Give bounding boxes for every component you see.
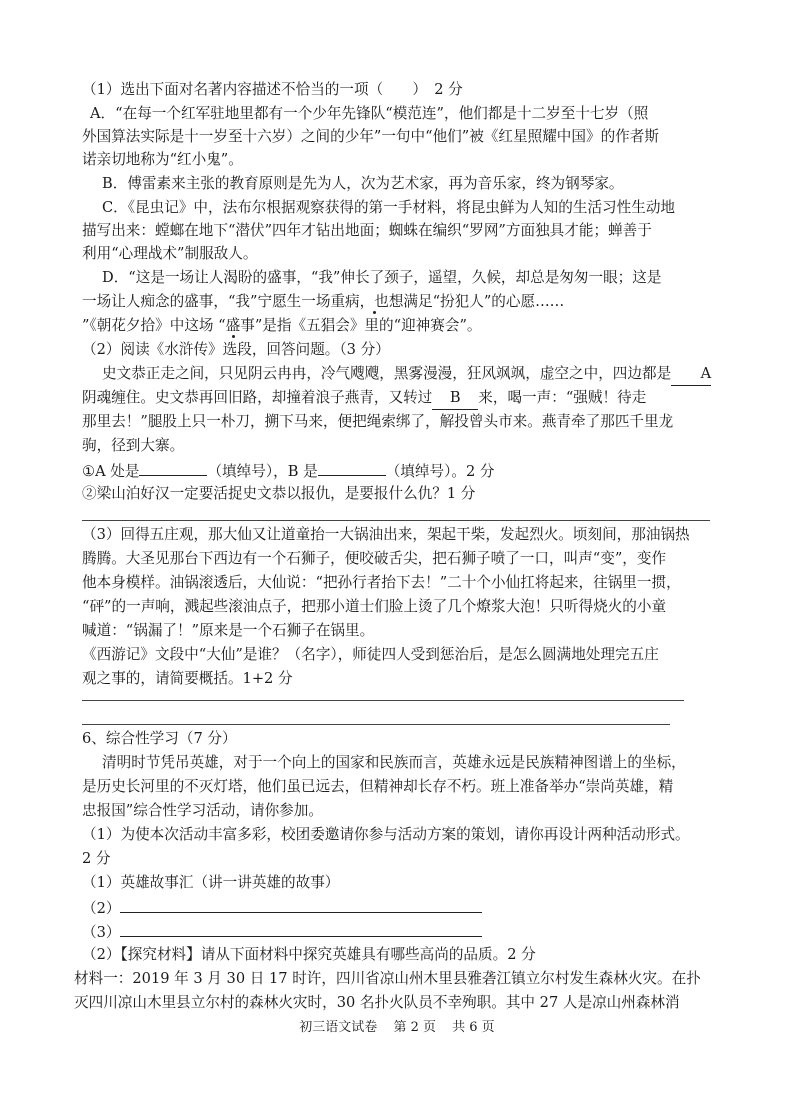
section6-q1-line2: 2 分 (82, 850, 111, 867)
q2-passage-text2: 阴魂缠住。史文恭再回旧路，却撞着浪子燕青，又转过 (82, 389, 433, 406)
page-footer (0, 1016, 794, 1035)
q2-passage-line1 (82, 363, 711, 386)
section6-material-line1: 材料一：2019 年 3 月 30 日 17 时许，四川省凉山州木里县雅砻江镇立尔村发生森林火灾。在扑 (74, 970, 701, 987)
q2-passage-text1: 史文恭正走之间，只见阴云冉冉，冷气飕飕，黑雾漫漫，狂风飒飒，虚空之中，四边都是 (102, 365, 672, 382)
q3-answer-line2[interactable] (82, 724, 670, 725)
footer-total-pages: 共 6 页 (452, 1020, 495, 1035)
section6-option1: （1）英雄故事汇（讲一讲英雄的故事） (82, 874, 340, 891)
section6-q1-line1: （1）为使本次活动丰富多彩，校团委邀请你参与活动方案的策划，请你再设计两种活动形式。 (82, 826, 690, 843)
q1-option-c-line2: 描写出来：螳螂在地下“潜伏”四年才钻出地面；蜘蛛在编织“罗网”方面独具才能；蝉善于 (82, 222, 652, 239)
q1-option-c-line1: C．《昆虫记》中，法布尔根据观察获得的第一手材料，将昆虫鲜为人知的生活习性生动地 (102, 199, 676, 216)
section6-material-line2: 灭四川凉山木里县立尔村的森林火灾时，30 名扑火队员不幸殉职。其中 27 人是凉山州森林消 (74, 994, 680, 1011)
section6-option2 (82, 896, 482, 920)
section6-option3-label: （3） (82, 924, 121, 941)
footer-page-number: 第 2 页 (393, 1020, 436, 1035)
q2-passage-line4: 驹，径到大寨。 (82, 437, 185, 454)
section6-title: 6、综合性学习（7 分） (82, 730, 237, 747)
section6-q2: （2）【探究材料】请从下面材料中探究英雄具有哪些高尚的品质。2 分 (82, 946, 536, 963)
q3-passage-line4: “砰”的一声响，溅起些滚油点子，把那小道士们脸上烫了几个燎浆大泡！只听得烧火的小童 (82, 598, 667, 615)
q1-option-a-line2: 外国算法实际是十一岁至十六岁）之间的少年”一句中“他们”被《红星照耀中国》的作者斯 (82, 128, 659, 145)
q2-passage-line2 (82, 387, 646, 410)
section6-option3 (82, 920, 482, 944)
section6-intro-line2: 是历史长河里的不灭灯塔，他们虽已远去，但精神却长存不朽。班上准备举办“崇尚英雄，精 (82, 778, 674, 795)
q2-sub1-blank-b[interactable] (318, 459, 386, 476)
q2-sub2: ②梁山泊好汉一定要活捉史文恭以报仇，是要报什么仇？1 分 (82, 485, 476, 502)
q2-sub1-a: ①A 处是 (82, 463, 140, 480)
q1-option-d-line3-start: ”《朝花夕拾》中这场 “ (82, 317, 226, 334)
q2-stem: （2）阅读《水浒传》选段，回答问题。（3 分） (82, 341, 390, 358)
q3-passage-line3: 他本身模样。油锅滚透后，大仙说：“把孙行者抬下去！”二十个小仙扛将起来，往锅里一掼， (82, 574, 681, 591)
q1-option-a-line3: 诺亲切地称为“红小鬼”。 (82, 151, 243, 168)
q1-option-d-line1: D．“这是一场让人渴盼的盛事，“我”伸长了颈子，遥望，久候，却总是匆匆一眼；这是 (102, 269, 662, 286)
q3-question-line1: 《西游记》文段中“大仙”是谁？（名字），师徒四人受到惩治后，是怎么圆满地处理完五庄 (82, 646, 659, 663)
section6-option3-blank[interactable] (120, 920, 482, 937)
q2-blank-b: B (432, 387, 478, 410)
section6-intro-line3: 忠报国”综合性学习活动，请你参加。 (82, 802, 323, 819)
q2-sub1 (82, 459, 494, 483)
q2-passage-line3: 那里去！”腿股上只一朴刀，搠下马来，便把绳索绑了，解投曾头市来。燕青牵了那匹千里龙 (82, 413, 674, 430)
q1-option-d-line2-start: 一场让人痴念的 (82, 293, 185, 310)
q3-answer-line1[interactable] (82, 700, 684, 701)
q1-option-d-line3-end: 事”是指《五猖会》里的“迎神赛会”。 (240, 317, 482, 334)
q2-sub1-b: （填绰号），B 是 (207, 463, 318, 480)
q1-option-b: B．傅雷素来主张的教育原则是先为人，次为艺术家，再为音乐家，终为钢琴家。 (102, 175, 624, 192)
q2-sub1-blank-a[interactable] (139, 459, 207, 476)
q3-passage-line1: （3）回得五庄观，那大仙又让道童抬一大锅油出来，架起干柴，发起烈火。顷刻间，那油锅热 (82, 526, 690, 543)
q1-option-c-line3: 利用“心理战术”制服敌人。 (82, 245, 258, 262)
q1-stem: （1）选出下面对名著内容描述不恰当的一项（ ） 2 分 (82, 81, 463, 98)
q3-passage-line2: 腾腾。大圣见那台下西边有一个石狮子，便咬破舌尖，把石狮子喷了一口，叫声“变”，变作 (82, 550, 667, 567)
q3-question-line2: 观之事的，请简要概括。1+2 分 (82, 670, 293, 687)
q2-passage-text2b: 来，喝一声：“强贼！待走 (478, 389, 647, 406)
section6-intro-line1: 清明时节凭吊英雄，对于一个向上的国家和民族而言，英雄永远是民族精神图谱上的坐标， (102, 754, 686, 771)
q1-option-d-line3 (82, 315, 482, 337)
q1-option-d-line3-emph: 盛 (225, 317, 241, 334)
q1-option-d-line2-rest: 盛事，“我”宁愿生一场重病，也想满足“扮犯人”的心愿…… (184, 293, 565, 310)
q2-sub1-c: （填绰号）。2 分 (385, 463, 495, 480)
footer-exam-name: 初三语文试卷 (299, 1020, 378, 1035)
q1-option-d-line2 (82, 291, 564, 313)
q1-option-a-line1: A．“在每一个红军驻地里都有一个少年先锋队“模范连”，他们都是十二岁至十七岁（照 (90, 105, 649, 122)
section6-option2-label: （2） (82, 900, 121, 917)
q2-blank-a: A (671, 363, 711, 386)
q2-answer-line[interactable] (82, 520, 710, 521)
section6-option2-blank[interactable] (120, 896, 482, 913)
q3-passage-line5: 喊道：“锅漏了！”原来是一个石狮子在锅里。 (82, 622, 375, 639)
